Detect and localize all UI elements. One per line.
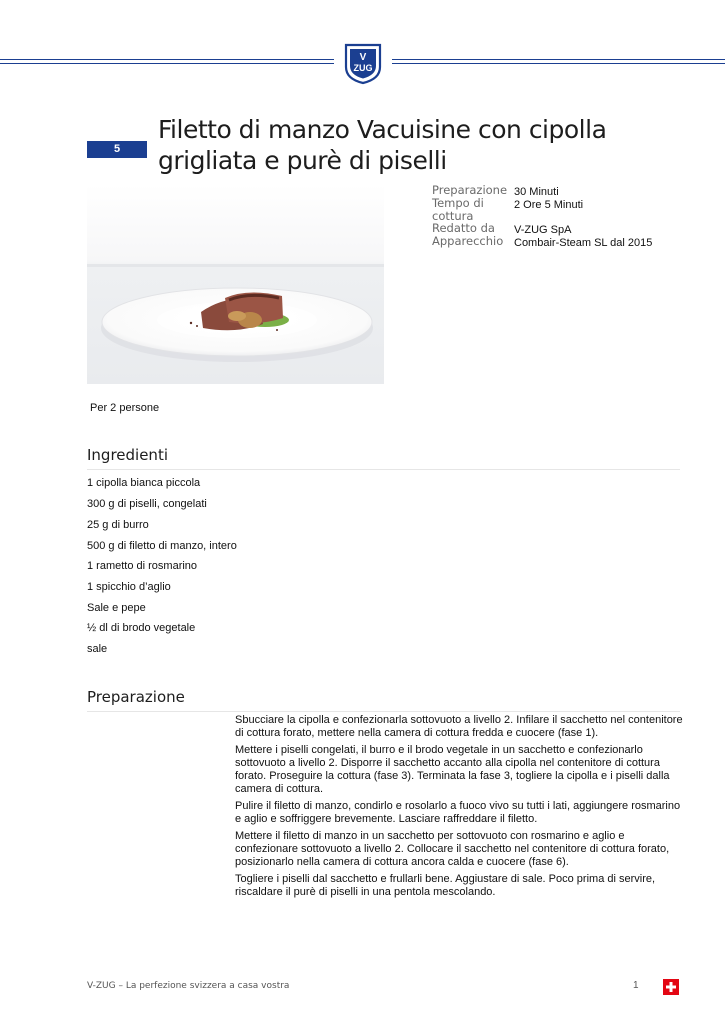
meta-label-preparazione: Preparazione [432, 183, 508, 197]
header-line-left-2 [0, 63, 334, 64]
recipe-photo [87, 184, 384, 384]
ingredients-heading: Ingredienti [87, 446, 168, 464]
meta-label-tempo-line1: Tempo di [432, 196, 484, 210]
header-line-right-1 [392, 59, 725, 60]
meta-label-apparecchio: Apparecchio [432, 234, 504, 248]
preparation-step: Mettere il filetto di manzo in un sacchetto per sottovuoto con rosmarino e aglio e confezionare sottovuoto a livello 2. Collocare il sacchetto nel contenitore di cottura forato, posizionarlo nella camera di cottura ancora calda e cuocere (fase 6). [235, 830, 670, 868]
meta-value-redatto: V-ZUG SpA [514, 224, 572, 236]
recipe-title [158, 114, 678, 176]
header-line-right-2 [392, 63, 725, 64]
recipe-number-badge: 5 [87, 141, 147, 158]
ingredients-divider [87, 469, 680, 470]
ingredient-item: 1 spicchio d’aglio [87, 581, 171, 593]
preparation-divider [87, 711, 680, 712]
logo-text-top: V [359, 52, 367, 63]
ingredient-item: ½ dl di brodo vegetale [87, 622, 196, 634]
ingredient-item: Sale e pepe [87, 602, 146, 614]
preparation-step: Pulire il filetto di manzo, condirlo e rosolarlo a fuoco vivo su tutti i lati, aggiungere rosmarino e aglio e soffriggere brevemente. Lasciare raffreddare il filetto. [235, 800, 681, 825]
ingredient-item: 1 cipolla bianca piccola [87, 477, 201, 489]
ingredient-item: 300 g di piselli, congelati [87, 498, 207, 510]
meta-value-tempo: 2 Ore 5 Minuti [514, 199, 584, 211]
preparation-step: Togliere i piselli dal sacchetto e frullarli bene. Aggiustare di sale. Poco prima di servire, riscaldare il purè di piselli in una pentola mescolando. [235, 873, 656, 898]
meta-label-redatto: Redatto da [432, 221, 495, 235]
ingredient-item: 1 rametto di rosmarino [87, 560, 198, 572]
swiss-flag-icon [663, 979, 679, 995]
ingredient-item: 25 g di burro [87, 519, 149, 531]
logo-text-bottom: ZUG [353, 63, 373, 73]
meta-value-preparazione: 30 Minuti [514, 186, 559, 198]
meta-label-tempo-line2: cottura [432, 209, 474, 223]
header-line-left-1 [0, 59, 334, 60]
ingredient-item: 500 g di filetto di manzo, intero [87, 540, 237, 552]
preparation-step: Mettere i piselli congelati, il burro e il brodo vegetale in un sacchetto e confezionarlo sottovuoto a livello 2. Disporre il sacchetto accanto alla cipolla nel contenitore di cottura forato. Proseguire la cottura (fase 3). Terminata la fase 3, togliere la cipolla e i piselli dalla camera di cottura. [235, 744, 670, 795]
recipe-title-line2: grigliata e purè di piselli [158, 146, 447, 175]
meta-value-apparecchio: Combair-Steam SL dal 2015 [514, 237, 653, 249]
preparation-step: Sbucciare la cipolla e confezionarla sottovuoto a livello 2. Infilare il sacchetto nel contenitore di cottura forato, mettere nella camera di cottura fredda e cuocere (fase 1). [235, 714, 683, 739]
footer-tagline: V-ZUG – La perfezione svizzera a casa vostra [87, 981, 290, 991]
recipe-title-line1: Filetto di manzo Vacuisine con cipolla [158, 115, 607, 144]
preparation-heading: Preparazione [87, 688, 185, 706]
servings: Per 2 persone [90, 402, 160, 414]
ingredient-item: sale [87, 643, 108, 655]
preparation-steps [235, 714, 683, 903]
vzug-logo [343, 43, 383, 85]
page-number: 1 [633, 980, 639, 991]
